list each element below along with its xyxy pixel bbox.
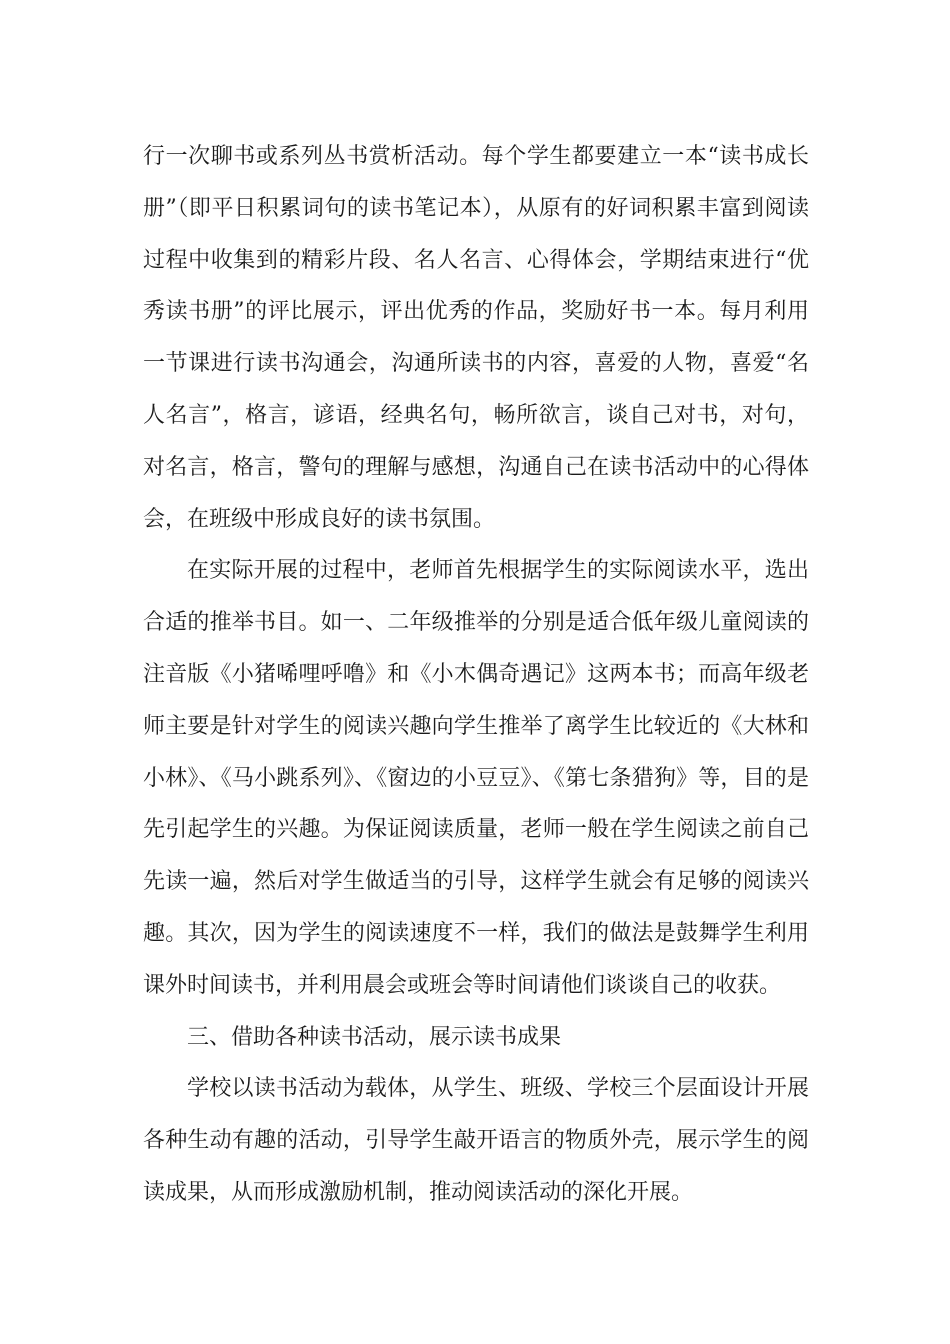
paragraph-continuation: 行一次聊书或系列丛书赏析活动。每个学生都要建立一本“读书成长册”（即平日积累词句的读书笔记本），从原有的好词积累丰富到阅读过程中收集到的精彩片段、名人名言、心得体会，学期结束进行“优秀读书册”的评比展示，评出优秀的作品，奖励好书一本。每月利用一节课进行读书沟通会，沟通所读书的内容，喜爱的人物，喜爱“名人名言”，格言，谚语，经典名句，畅所欲言，谈自己对书，对句，对名言，格言，警句的理解与感想，沟通自己在读书活动中的心得体会，在班级中形成良好的读书氛围。 xyxy=(143,144,809,532)
paragraph-activities: 学校以读书活动为载体，从学生、班级、学校三个层面设计开展各种生动有趣的活动，引导学生敲开语言的物质外壳，展示学生的阅读成果，从而形成激励机制，推动阅读活动的深化开展。 xyxy=(143,1076,809,1205)
document-body xyxy=(143,131,809,1219)
section-heading: 三、借助各种读书活动，展示读书成果 xyxy=(187,1024,562,1050)
paragraph-implementation: 在实际开展的过程中，老师首先根据学生的实际阅读水平，选出合适的推举书目。如一、二年级推举的分别是适合低年级儿童阅读的注音版《小猪唏哩呼噜》和《小木偶奇遇记》这两本书；而高年级老师主要是针对学生的阅读兴趣向学生推举了离学生比较近的《大林和小林》、《马小跳系列》、《窗边的小豆豆》、《第七条猎狗》等，目的是先引起学生的兴趣。为保证阅读质量，老师一般在学生阅读之前自己先读一遍，然后对学生做适当的引导，这样学生就会有足够的阅读兴趣。其次，因为学生的阅读速度不一样，我们的做法是鼓舞学生利用课外时间读书，并利用晨会或班会等时间请他们谈谈自己的收获。 xyxy=(143,558,809,998)
